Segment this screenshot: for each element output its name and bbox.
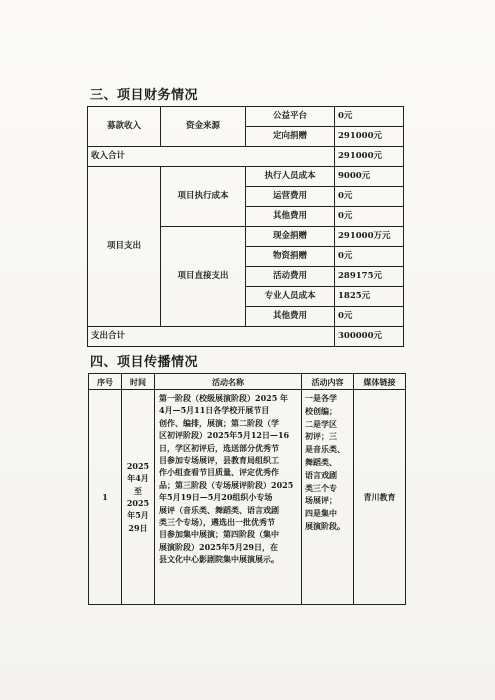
exec-cost-label: 项目执行成本 xyxy=(161,167,246,227)
professional-staff-cost-value: 1825元 xyxy=(335,287,404,307)
exec-staff-cost-label: 执行人员成本 xyxy=(246,167,335,187)
direct-expense-label: 项目直接支出 xyxy=(161,227,246,327)
expense-total-label: 支出合计 xyxy=(88,327,335,347)
activity-cost-value: 289175元 xyxy=(335,267,404,287)
row-activity-content: 一是各学 校创编； 二是学区 初评；三 是音乐类、 舞蹈类、 语言戏剧 类三个专 场展评； 四是集中 展演阶段。 xyxy=(302,390,354,605)
header-activity-content: 活动内容 xyxy=(302,374,354,390)
income-total-label: 收入合计 xyxy=(88,147,335,167)
operating-cost-label: 运营费用 xyxy=(246,187,335,207)
direct-other-cost-value: 0元 xyxy=(335,307,404,327)
material-donation-label: 物资捐赠 xyxy=(246,247,335,267)
row-media-link: 青川教育 xyxy=(354,390,406,605)
directed-donation-value: 291000元 xyxy=(335,127,404,147)
propagation-table xyxy=(88,373,406,605)
fund-source-label: 资金来源 xyxy=(161,107,246,147)
row-number: 1 xyxy=(89,390,122,605)
cash-donation-label: 现金捐赠 xyxy=(246,227,335,247)
directed-donation-label: 定向捐赠 xyxy=(246,127,335,147)
professional-staff-cost-label: 专业人员成本 xyxy=(246,287,335,307)
row-time: 2025 年4月 至 2025 年5月 29日 xyxy=(122,390,155,605)
finance-table xyxy=(87,106,404,347)
cash-donation-value: 291000万元 xyxy=(335,227,404,247)
table-row xyxy=(89,390,406,605)
project-expense-label: 项目支出 xyxy=(88,167,161,327)
header-media-link: 媒体链接 xyxy=(354,374,406,390)
public-platform-label: 公益平台 xyxy=(246,107,335,127)
header-no: 序号 xyxy=(89,374,122,390)
expense-total-value: 300000元 xyxy=(335,327,404,347)
exec-other-cost-value: 0元 xyxy=(335,207,404,227)
section3-title: 三、项目财务情况 xyxy=(90,88,199,103)
exec-other-cost-label: 其他费用 xyxy=(246,207,335,227)
operating-cost-value: 0元 xyxy=(335,187,404,207)
public-platform-value: 0元 xyxy=(335,107,404,127)
material-donation-value: 0元 xyxy=(335,247,404,267)
header-activity-name: 活动名称 xyxy=(155,374,302,390)
income-total-value: 291000元 xyxy=(335,147,404,167)
header-time: 时间 xyxy=(122,374,155,390)
section4-title: 四、项目传播情况 xyxy=(90,355,199,370)
row-activity-name: 第一阶段（校级展演阶段）2025 年 4月—5月11日各学校开展节目 创作、编排，展演；第二阶段（学 区初评阶段）2025年5月12日—16 日，学区初评后，选送部分优秀节 目参加专场展评，县教育局组织工 作小组查看节目质量、评定优秀作 品；第三阶段（专场展评阶段）2025 年5月19日—5月20组织小专场 展评（音乐类、舞蹈类、语言戏剧 类三个专场），遴选出一批优秀节 目参加集中展演；第四阶段（集中 展演阶段）2025年5月29日，在 县文化中心影剧院集中展演展示。 xyxy=(155,390,302,605)
fundraising-income-label: 募款收入 xyxy=(88,107,161,147)
exec-staff-cost-value: 9000元 xyxy=(335,167,404,187)
activity-cost-label: 活动费用 xyxy=(246,267,335,287)
direct-other-cost-label: 其他费用 xyxy=(246,307,335,327)
